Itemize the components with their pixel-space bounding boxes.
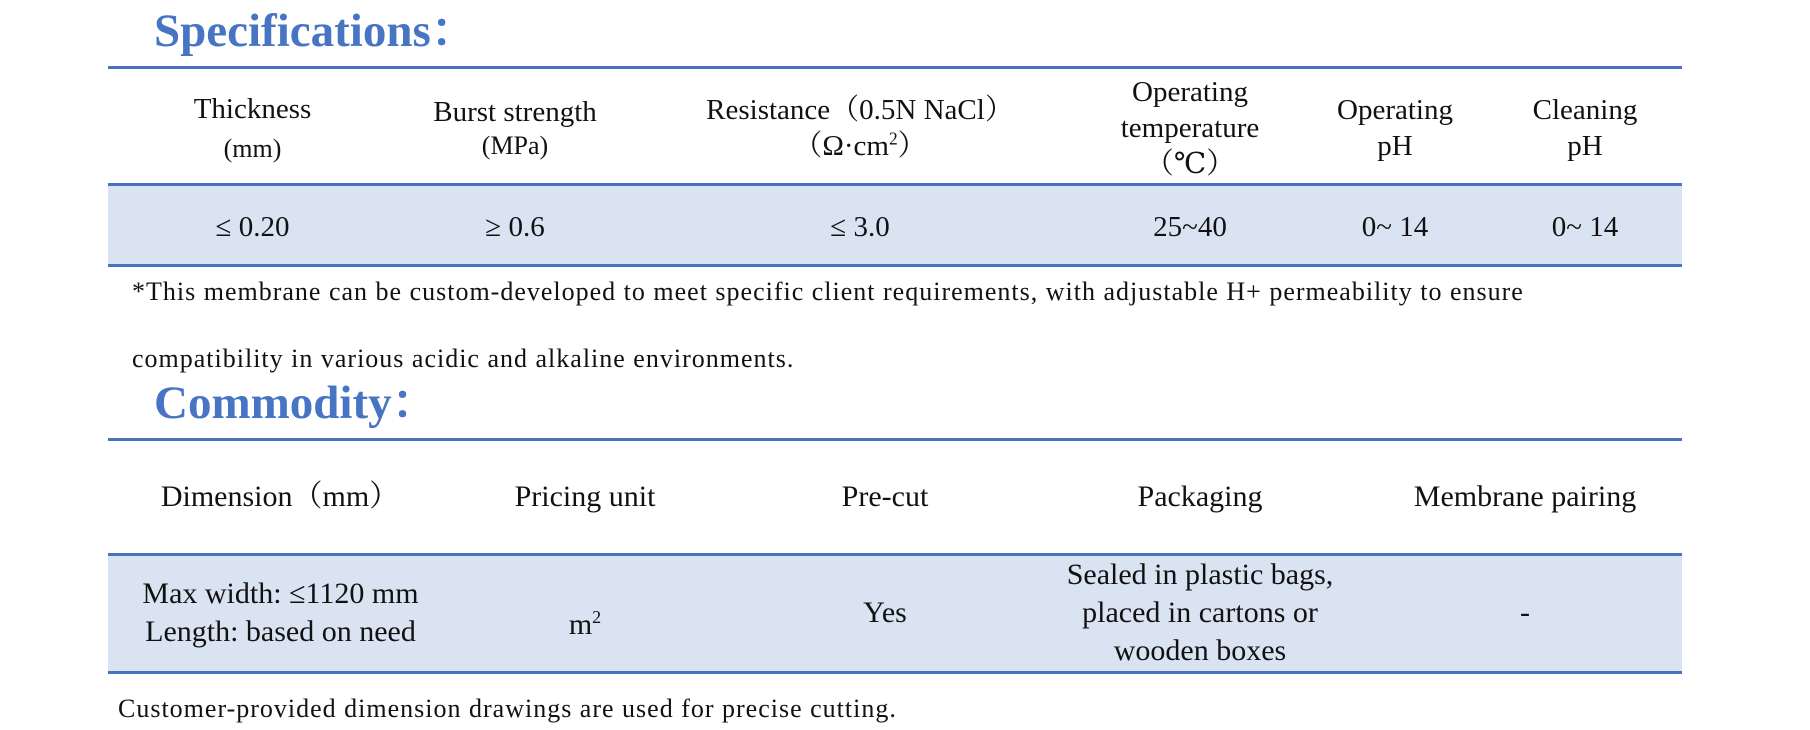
value-packaging-line2: placed in cartons or	[1082, 595, 1318, 629]
header-burst-strength-unit: (MPa)	[481, 130, 549, 160]
header-operating-temperature	[1085, 70, 1295, 186]
header-thickness-unit: (mm)	[223, 133, 282, 163]
commodity-bottom-rule	[108, 671, 1682, 674]
spec-bottom-rule	[108, 264, 1682, 267]
header-op-ph-line1: Operating	[1337, 93, 1453, 126]
header-cleaning-ph	[1500, 70, 1670, 186]
header-clean-ph-line2: pH	[1567, 130, 1603, 162]
value-burst-strength: ≥ 0.6	[485, 210, 545, 243]
header-op-temp-unit: （℃）	[1144, 148, 1236, 181]
header-operating-ph	[1310, 70, 1480, 186]
value-thickness: ≤ 0.20	[215, 210, 290, 243]
header-resistance	[650, 70, 1070, 186]
header-packaging: Packaging	[1137, 480, 1263, 514]
spec-note-line2: compatibility in various acidic and alkaline environments.	[132, 344, 795, 373]
header-pricing-unit: Pricing unit	[514, 480, 656, 514]
value-membrane-pairing: -	[1520, 595, 1530, 629]
value-dimension	[118, 555, 443, 671]
value-cleaning-ph: 0~ 14	[1551, 210, 1619, 243]
value-packaging	[1040, 555, 1360, 671]
value-pricing-unit: $m^2$	[568, 606, 602, 641]
header-thickness	[150, 70, 355, 186]
header-clean-ph-line1: Cleaning	[1532, 93, 1638, 126]
value-packaging-line1: Sealed in plastic bags,	[1066, 557, 1334, 591]
specifications-title: Specifications：	[154, 5, 478, 57]
value-operating-ph: 0~ 14	[1361, 210, 1429, 243]
header-resistance-unit: $(\Omega\cdot cm^2)$	[793, 128, 927, 162]
header-op-ph-line2: pH	[1377, 130, 1413, 162]
header-membrane-pairing: Membrane pairing	[1413, 480, 1637, 514]
value-resistance: ≤ 3.0	[830, 210, 890, 243]
header-dimension: Dimension（mm）	[160, 480, 400, 514]
header-thickness-label: Thickness	[193, 92, 312, 125]
commodity-note: Customer-provided dimension drawings are used for precise cutting.	[118, 694, 897, 723]
header-op-temp-line1: Operating	[1132, 75, 1248, 108]
value-dimension-width: Max width: ≤1120 mm	[142, 576, 419, 610]
header-resistance-label: Resistance（0.5N NaCl）	[706, 93, 1014, 126]
value-packaging-line3: wooden boxes	[1113, 634, 1287, 668]
header-burst-strength	[400, 70, 630, 186]
header-pre-cut: Pre-cut	[841, 480, 929, 514]
spec-top-rule	[108, 66, 1682, 69]
value-pre-cut: Yes	[863, 595, 907, 629]
header-op-temp-line2: temperature	[1120, 111, 1260, 144]
commodity-title: Commodity：	[154, 377, 439, 429]
value-operating-temperature: 25~40	[1153, 210, 1227, 243]
spec-note-line1: *This membrane can be custom-developed to meet specific client requirements, with adjustable H+ permeability to ensure	[132, 277, 1524, 306]
header-burst-strength-label: Burst strength	[433, 95, 597, 128]
value-dimension-length: Length: based on need	[145, 615, 416, 648]
